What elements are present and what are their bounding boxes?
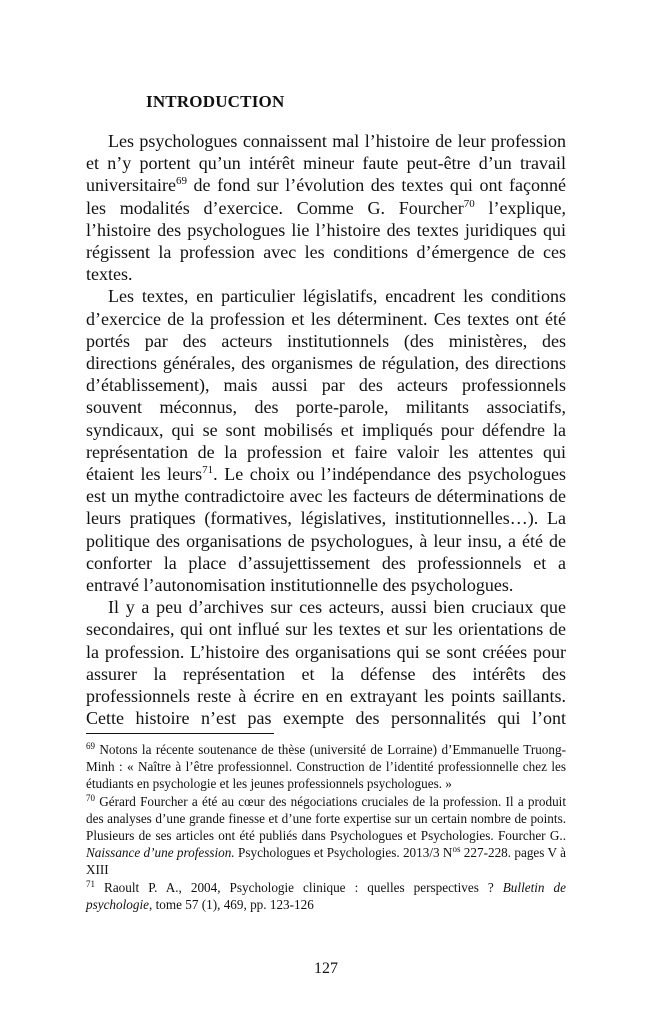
footnote-text: , tome 57 (1), 469, pp. 123-126 [149, 896, 314, 912]
footnote-italic-title: Naissance d’une profession. [86, 845, 235, 861]
footnote-71 [86, 879, 566, 913]
text-run: l’explique, l’histoire des psychologues lie l’histoire des textes juridiques qui régissent la profession avec les conditions d’émergence de ces textes. [86, 197, 566, 285]
footnote-separator [86, 733, 274, 734]
footnote-text: Notons la récente soutenance de thèse (université de Lorraine) d’Emmanuelle Truong-Minh : « Naître à l’être professionnel. Construction de l’identité professionnelle chez les étudiants en psychologie et les jeunes professionnels psychologues. » [86, 742, 566, 792]
superscript: os [452, 844, 461, 855]
text-run: de fond sur l’évolution des textes qui ont façonné les modalités d’exercice. Comme G. Fourcher [86, 175, 566, 218]
footnotes [86, 741, 566, 913]
page-number: 127 [314, 960, 338, 977]
footnote-70 [86, 793, 566, 879]
body-text [86, 130, 566, 729]
text-run: Les psychologues connaissent mal l’histoire de leur profession et n’y portent qu’un intérêt mineur faute peut-être d’un travail universitaire [86, 131, 566, 196]
footnote-number: 70 [86, 792, 95, 803]
text-run: Il y a peu d’archives sur ces acteurs, aussi bien cruciaux que secondaires, qui ont influé sur les textes et sur les orientations de la profession. L’histoire des organisations qui se sont créées pour assurer la représentation et la défense des intérêts des professionnels reste à écrire en en extrayant les points saillants. Cette histoire n’est pas exempte des personnalités qui l’ont [86, 597, 566, 729]
footnote-italic-title: Bulletin de psychologie [86, 879, 566, 912]
chapter-heading: INTRODUCTION [146, 92, 285, 111]
paragraph [86, 130, 566, 285]
footnote-69 [86, 741, 566, 793]
paragraph [86, 285, 566, 596]
footnote-text: Raoult P. A., 2004, Psychologie clinique : quelles perspectives ? [95, 879, 503, 895]
footnote-text: Gérard Fourcher a été au cœur des négociations cruciales de la profession. Il a produit des analyses d’une grande finesse et d’une forte expertise sur un certain nombre de points. Plusieurs de ses articles ont été publiés dans Psychologues et Psychologies. Fourcher G.. [86, 793, 566, 844]
footnote-text: 227-228. pages V à XIII [86, 845, 566, 878]
text-run: . Le choix ou l’indépendance des psychologues est un mythe contradictoire avec les facteurs de déterminations de leurs pratiques (formatives, législatives, institutionnelles…). La politique des organisations de psychologues, à leur insu, a été de conforter la place d’assujettissement des professionnels et a entravé l’autonomisation institutionnelle des psychologues. [86, 464, 566, 596]
paragraph [86, 596, 566, 729]
footnote-number: 69 [86, 741, 95, 751]
footnote-ref-70[interactable]: 70 [463, 197, 475, 210]
footnote-ref-69[interactable]: 69 [175, 175, 187, 188]
footnote-ref-71[interactable]: 71 [202, 464, 214, 477]
text-run: Les textes, en particulier législatifs, encadrent les conditions d’exercice de la profession et les déterminent. Ces textes ont été portés par des acteurs institutionnels (des ministères, des directions générales, des organismes de régulation, des directions d’établissement), mais aussi par des acteurs professionnels souvent méconnus, des porte-parole, militants associatifs, syndicaux, qui se sont mobilisés et impliqués pour défendre la représentation de la profession et faire valoir les attentes qui étaient les leurs [86, 286, 566, 485]
footnote-text: Psychologues et Psychologies. 2013/3 N [234, 845, 453, 861]
footnote-number: 71 [86, 878, 95, 889]
